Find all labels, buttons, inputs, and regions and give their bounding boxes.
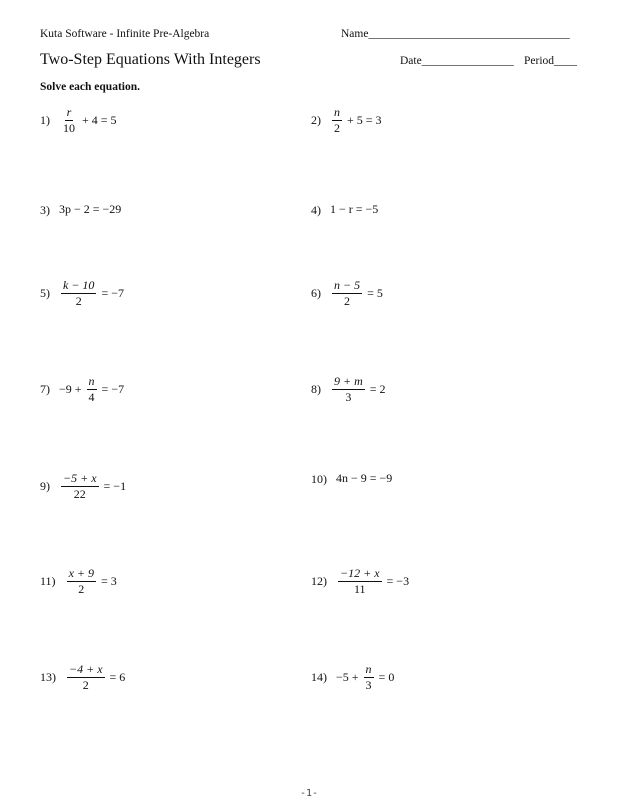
problem-4 xyxy=(311,202,378,218)
fraction: $\frac{n - 5}{2}$ xyxy=(334,278,361,309)
problem-number: 14) xyxy=(311,670,327,685)
problem-number: 11) xyxy=(40,574,56,589)
fraction: $\frac{-4 + x}{2}$ xyxy=(69,662,103,693)
name-field[interactable]: Name___________________________________ xyxy=(341,28,570,40)
problem-number: 12) xyxy=(311,574,327,589)
problem-9: 9) $\frac{-5 + x}{22}$ = −1 xyxy=(40,471,127,502)
problem-number: 1) xyxy=(40,113,50,128)
equation: 3p − 2 = −29 xyxy=(59,202,122,216)
date-field[interactable]: Date________________ xyxy=(400,55,514,67)
problem-number: 2) xyxy=(311,113,321,128)
problem-number: 7) xyxy=(40,382,50,397)
problem-14: 14) −5 + $\frac{n}{3}$ = 0 xyxy=(311,662,395,693)
problem-5: 5) $\frac{k - 10}{2}$ = −7 xyxy=(40,278,124,309)
fraction: $\frac{-12 + x}{11}$ xyxy=(340,566,380,597)
problem-number: 6) xyxy=(311,286,321,301)
problem-1: 1) $\frac{r}{10}$ + 4 = 5 xyxy=(40,105,117,136)
problem-10 xyxy=(311,471,392,487)
problem-6: 6) $\frac{n - 5}{2}$ = 5 xyxy=(311,278,383,309)
problem-number: 13) xyxy=(40,670,56,685)
period-field[interactable]: Period____ xyxy=(524,55,578,67)
fraction: $\frac{9 + m}{3}$ xyxy=(334,374,363,405)
instructions: Solve each equation. xyxy=(40,81,140,93)
equation: 4n − 9 = −9 xyxy=(336,471,393,485)
fraction: $\frac{n}{4}$ xyxy=(88,374,95,405)
problem-7: 7) −9 + $\frac{n}{4}$ = −7 xyxy=(40,374,125,405)
fraction: $\frac{-5 + x}{22}$ xyxy=(63,471,97,502)
worksheet-title: Two-Step Equations With Integers xyxy=(40,51,261,68)
equation: 1 − r = −5 xyxy=(330,202,379,216)
problem-number: 3) xyxy=(40,202,50,217)
fraction: $\frac{k - 10}{2}$ xyxy=(63,278,95,309)
problem-11: 11) $\frac{x + 9}{2}$ = 3 xyxy=(40,566,117,597)
problem-2: 2) $\frac{n}{2}$ + 5 = 3 xyxy=(311,105,382,136)
problem-8: 8) $\frac{9 + m}{3}$ = 2 xyxy=(311,374,386,405)
problem-13: 13) $\frac{-4 + x}{2}$ = 6 xyxy=(40,662,126,693)
fraction: $\frac{r}{10}$ xyxy=(63,105,75,136)
fraction: $\frac{n}{2}$ xyxy=(334,105,340,136)
fraction: $\frac{x + 9}{2}$ xyxy=(68,566,94,597)
problem-number: 10) xyxy=(311,471,327,486)
problem-12: 12) $\frac{-12 + x}{11}$ = −3 xyxy=(311,566,410,597)
problem-number: 8) xyxy=(311,382,321,397)
fraction: $\frac{n}{3}$ xyxy=(365,662,372,693)
problem-3 xyxy=(40,202,121,218)
publisher-label: Kuta Software - Infinite Pre-Algebra xyxy=(40,28,210,40)
problem-number: 5) xyxy=(40,286,50,301)
problem-number: 4) xyxy=(311,202,321,217)
problem-number: 9) xyxy=(40,479,50,494)
page-number: -1- xyxy=(299,788,319,799)
